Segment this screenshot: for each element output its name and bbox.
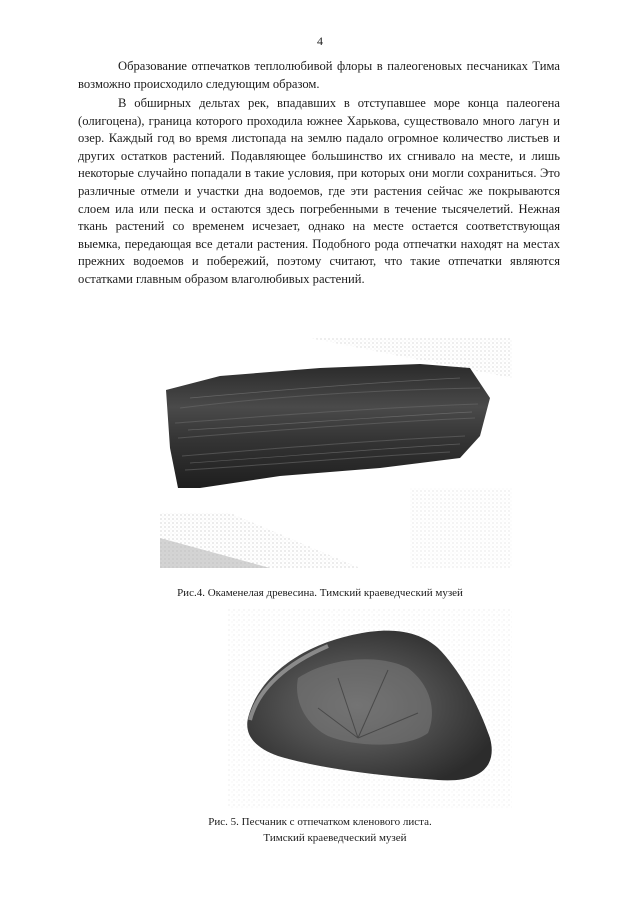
figure-5-caption [0, 814, 640, 846]
paragraph-intro: Образование отпечатков теплолюбивой флоры в палеогеновых песчаниках Тима возможно происходило следующим образом. [78, 59, 560, 91]
petrified-wood-photo [160, 338, 512, 568]
sandstone-leaf-photo [228, 608, 512, 808]
figure-4-caption: Рис.4. Окаменелая древесина. Тимский краеведческий музей [177, 587, 463, 599]
paragraph-main: В обширных дельтах рек, впадавших в отступавшее море конца палеогена (олигоцена), граница которого проходила южнее Харькова, существовало много лагун и озер. Каждый год во время листопада на землю падало огромное количество листьев и других остатков растений. Подавляющее большинство их сгнивало на месте, и лишь некоторые случайно попадали в такие условия, при которых они могли сохраниться. Это различные отмели и участки дна водоемов, где эти растения сейчас же покрываются слоем ила или песка и остаются здесь погребенными в течение тысячелетий. Нежная ткань растений со временем исчезает, однако на месте остается соответствующая выемка, передающая все детали растения. Подобного рода отпечатки находят на местах прежних водоемов и побережий, поэтому считают, что такие отпечатки являются остатками главным образом влаголюбивых растений. [78, 96, 560, 286]
figure-5-caption-line2: Тимский краеведческий музей [263, 832, 407, 844]
figure-5-caption-line1: Рис. 5. Песчаник с отпечатком кленового листа. [208, 816, 432, 828]
page-number: 4 [317, 34, 323, 48]
